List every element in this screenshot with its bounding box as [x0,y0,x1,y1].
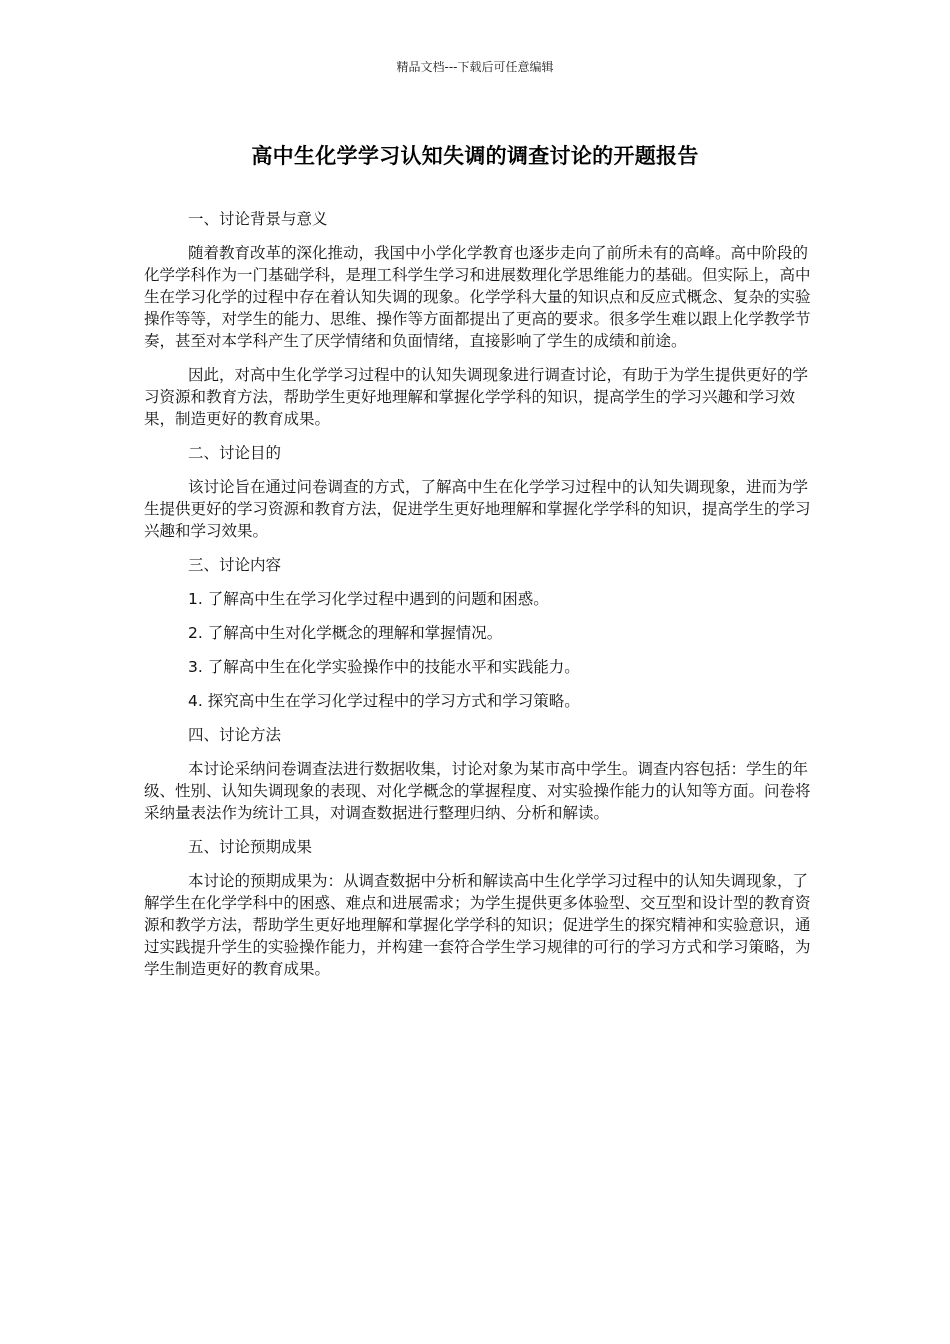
outcomes-paragraph: 本讨论的预期成果为：从调查数据中分析和解读高中生化学学习过程中的认知失调现象，了解学生在化学学科中的困惑、难点和进展需求；为学生提供更多体验型、交互型和设计型的教育资源和教学方法，帮助学生更好地理解和掌握化学学科的知识；促进学生的探究精神和实验意识，通过实践提升学生的实验操作能力，并构建一套符合学生学习规律的可行的学习方式和学习策略，为学生制造更好的教育成果。 [144,872,811,978]
page-header: 精品文档---下载后可任意编辑 [396,60,554,74]
section-heading-background: 一、讨论背景与意义 [188,210,328,228]
document-title: 高中生化学学习认知失调的调查讨论的开题报告 [251,144,699,168]
section-heading-content: 三、讨论内容 [188,556,282,574]
content-list-item: 3. 了解高中生在化学实验操作中的技能水平和实践能力。 [188,658,580,676]
method-paragraph: 本讨论采纳问卷调查法进行数据收集，讨论对象为某市高中学生。调查内容包括：学生的年级、性别、认知失调现象的表现、对化学概念的掌握程度、对实验操作能力的认知等方面。问卷将采纳量表法作为统计工具，对调查数据进行整理归纳、分析和解读。 [144,760,811,822]
section-heading-method: 四、讨论方法 [188,726,282,744]
section-heading-purpose: 二、讨论目的 [188,444,282,462]
background-paragraph-2: 因此，对高中生化学学习过程中的认知失调现象进行调查讨论，有助于为学生提供更好的学习资源和教育方法，帮助学生更好地理解和掌握化学学科的知识，提高学生的学习兴趣和学习效果，制造更好的教育成果。 [144,366,809,428]
content-list-item: 2. 了解高中生对化学概念的理解和掌握情况。 [188,624,503,642]
content-list-item: 1. 了解高中生在学习化学过程中遇到的问题和困惑。 [188,590,549,608]
section-heading-outcomes: 五、讨论预期成果 [188,838,313,856]
content-list-item: 4. 探究高中生在学习化学过程中的学习方式和学习策略。 [188,692,580,710]
purpose-paragraph: 该讨论旨在通过问卷调查的方式，了解高中生在化学学习过程中的认知失调现象，进而为学生提供更好的学习资源和教育方法，促进学生更好地理解和掌握化学学科的知识，提高学生的学习兴趣和学习效果。 [144,478,811,540]
background-paragraph-1: 随着教育改革的深化推动，我国中小学化学教育也逐步走向了前所未有的高峰。高中阶段的化学学科作为一门基础学科，是理工科学生学习和进展数理化学思维能力的基础。但实际上，高中生在学习化学的过程中存在着认知失调的现象。化学学科大量的知识点和反应式概念、复杂的实验操作等等，对学生的能力、思维、操作等方面都提出了更高的要求。很多学生难以跟上化学教学节奏，甚至对本学科产生了厌学情绪和负面情绪，直接影响了学生的成绩和前途。 [144,244,811,350]
document-body [144,208,816,980]
